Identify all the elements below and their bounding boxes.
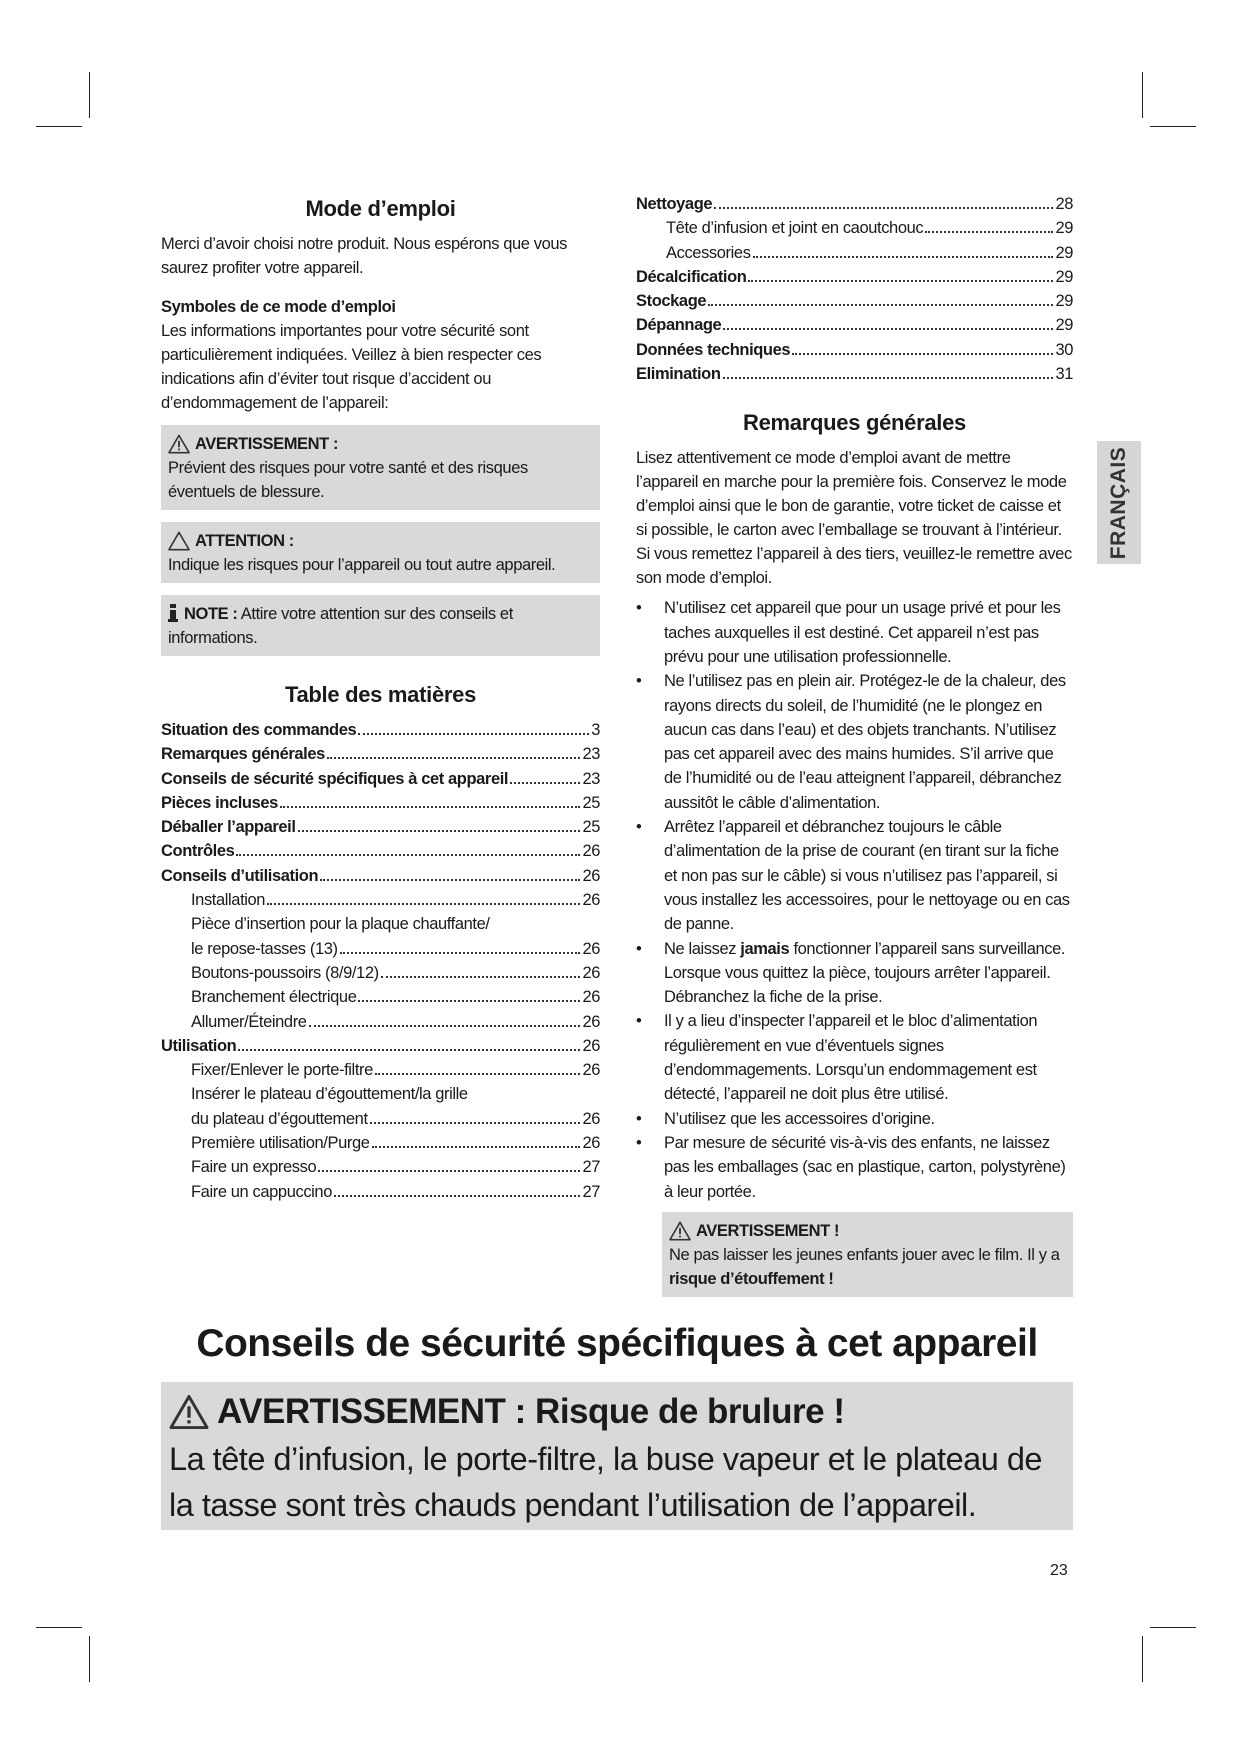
toc-item[interactable]: Faire un expresso 27 bbox=[191, 1158, 600, 1177]
toc-item[interactable]: Remarques générales 23 bbox=[161, 745, 600, 764]
remarques-intro: Lisez attentivement ce mode d’emploi avant de mettre l’appareil en marche pour la première fois. Conservez le mode d’emploi ainsi que le bon de garantie, votre ticket de caisse et si possible, le carton avec l’emballage se trouvant à l’intérieur. Si vous remettez l’appareil à des tiers, veuillez-le remettre avec son mode d’emploi. bbox=[636, 449, 1072, 588]
crop-mark bbox=[1150, 126, 1196, 127]
symbols-paragraph: Les informations importantes pour votre sécurité sont particulièrement indiquées. Veillez à bien respecter ces indications afin d’éviter tout risque d’accident ou d’endommagement de l’appareil: bbox=[161, 322, 542, 412]
crop-mark bbox=[89, 1636, 90, 1682]
list-item: • N’utilisez que les accessoires d’origine. bbox=[636, 1107, 1073, 1131]
note-box bbox=[161, 595, 600, 656]
attention-text: Indique les risques pour l’appareil ou tout autre appareil. bbox=[168, 556, 556, 574]
crop-mark bbox=[1142, 1636, 1143, 1682]
symbols-heading: Symboles de ce mode d’emploi bbox=[161, 298, 396, 316]
warning-triangle-icon bbox=[168, 434, 190, 454]
intro-paragraph: Merci d’avoir choisi notre produit. Nous espérons que vous saurez profiter votre appareil. bbox=[161, 235, 568, 277]
toc-item[interactable]: Dépannage 29 bbox=[636, 316, 1073, 335]
toc-list-right bbox=[636, 192, 1073, 386]
list-item: • Il y a lieu d’inspecter l’appareil et le bloc d’alimentation régulièrement en vue d’éventuels signes d’endommagements. Lorsqu’un endommagement est détecté, l’appareil ne doit plus être utilisé. bbox=[636, 1009, 1073, 1106]
attention-box bbox=[161, 522, 600, 583]
warning-label: AVERTISSEMENT : bbox=[195, 435, 339, 453]
toc-item[interactable]: Nettoyage 28 bbox=[636, 195, 1073, 213]
crop-mark bbox=[1150, 1627, 1196, 1628]
toc-item[interactable]: Fixer/Enlever le porte-filtre 26 bbox=[191, 1061, 600, 1080]
toc-item[interactable]: Faire un cappuccino 27 bbox=[191, 1182, 600, 1201]
caution-triangle-icon bbox=[168, 531, 190, 551]
toc-title: Table des matières bbox=[284, 682, 477, 707]
left-column bbox=[161, 196, 600, 1204]
crop-mark bbox=[89, 72, 90, 118]
toc-item[interactable]: Décalcification 29 bbox=[636, 267, 1073, 286]
list-item: • Ne laissez jamais fonctionner l’appareil sans surveillance. Lorsque vous quittez la pièce, toujours arrêter l’appareil. Débranchez la fiche de la prise. bbox=[636, 937, 1073, 1010]
toc-item[interactable]: Accessories 29 bbox=[666, 243, 1073, 262]
right-column bbox=[636, 196, 1073, 1297]
list-item: • Par mesure de sécurité vis-à-vis des enfants, ne laissez pas les emballages (sac en plastique, carton, polystyrène) à leur portée. bbox=[636, 1131, 1073, 1204]
toc-item[interactable]: Utilisation 26 bbox=[161, 1036, 600, 1055]
toc-list-left bbox=[161, 718, 600, 1204]
note-text: Attire votre attention sur des conseils et informations. bbox=[168, 605, 513, 647]
info-icon bbox=[168, 604, 178, 622]
crop-mark bbox=[36, 126, 82, 127]
warning-box bbox=[161, 425, 600, 510]
toc-item[interactable]: Stockage 29 bbox=[636, 292, 1073, 311]
warning-triangle-icon bbox=[669, 1221, 691, 1241]
language-label: FRANÇAIS bbox=[1107, 446, 1130, 559]
burn-warning-label: AVERTISSEMENT : Risque de brulure ! bbox=[217, 1392, 845, 1431]
warning-text: Prévient des risques pour votre santé et des risques éventuels de blessure. bbox=[168, 459, 528, 501]
toc-item[interactable]: Conseils de sécurité spécifiques à cet appareil 23 bbox=[161, 769, 600, 788]
children-warning-label: AVERTISSEMENT ! bbox=[696, 1221, 840, 1240]
toc-item[interactable]: Boutons-poussoirs (8/9/12) 26 bbox=[191, 963, 600, 982]
toc-item[interactable]: Tête d’infusion et joint en caoutchouc 29 bbox=[666, 219, 1073, 238]
children-warning-text: Ne pas laisser les jeunes enfants jouer avec le film. Il y a risque d’étouffement ! bbox=[669, 1245, 1060, 1288]
burn-warning-text: La tête d’infusion, le porte-filtre, la buse vapeur et le plateau de la tasse sont très chauds pendant l’utilisation de l’appareil. bbox=[169, 1441, 1042, 1523]
note-label: NOTE : bbox=[184, 605, 238, 623]
warning-triangle-icon bbox=[169, 1394, 209, 1430]
toc-item[interactable]: Branchement électrique 26 bbox=[191, 988, 600, 1007]
toc-item[interactable]: Déballer l’appareil 25 bbox=[161, 818, 600, 837]
children-warning-box bbox=[662, 1212, 1073, 1297]
safety-title: Conseils de sécurité spécifiques à cet appareil bbox=[196, 1322, 1038, 1365]
toc-item[interactable]: Conseils d’utilisation 26 bbox=[161, 866, 600, 885]
burn-warning-box bbox=[161, 1382, 1073, 1530]
language-tab bbox=[1097, 441, 1141, 564]
toc-item[interactable]: Contrôles 26 bbox=[161, 842, 600, 861]
toc-item[interactable]: Première utilisation/Purge 26 bbox=[191, 1134, 600, 1153]
remarques-title: Remarques générales bbox=[743, 410, 966, 436]
list-item: • Ne l’utilisez pas en plein air. Protégez-le de la chaleur, des rayons directs du soleil, de l’humidité (ne le plongez en aucun cas dans l’eau) et des objets tranchants. N’utilisez pas cet appareil avec des mains humides. S’il arrive que de l’humidité ou de l’eau atteignent l’appareil, débranchez aussitôt le câble d’alimentation. bbox=[636, 669, 1073, 815]
toc-item[interactable]: Insérer le plateau d’égouttement/la grille du plateau d’égouttement 26 bbox=[191, 1085, 600, 1128]
list-item: • Arrêtez l’appareil et débranchez toujours le câble d’alimentation de la prise de courant (en tirant sur la fiche et non pas sur le câble) si vous n’utilisez pas l’appareil, si vous installez les accessoires, pour le nettoyage ou en cas de panne. bbox=[636, 815, 1073, 936]
remarques-bullet-list bbox=[636, 596, 1073, 1203]
toc-item[interactable]: Installation 26 bbox=[191, 891, 600, 910]
toc-item[interactable]: Situation des commandes 3 bbox=[161, 721, 600, 739]
attention-label: ATTENTION : bbox=[195, 532, 294, 550]
toc-item[interactable]: Pièce d’insertion pour la plaque chauffante/ le repose-tasses (13) 26 bbox=[191, 915, 600, 958]
toc-item[interactable]: Allumer/Éteindre 26 bbox=[191, 1012, 600, 1031]
toc-item[interactable]: Pièces incluses 25 bbox=[161, 793, 600, 812]
crop-mark bbox=[36, 1627, 82, 1628]
toc-item[interactable]: Données techniques 30 bbox=[636, 340, 1073, 359]
page-number: 23 bbox=[1050, 1562, 1068, 1579]
list-item: • N’utilisez cet appareil que pour un usage privé et pour les taches auxquelles il est destiné. Cet appareil n’est pas prévu pour une utilisation professionnelle. bbox=[636, 596, 1073, 669]
toc-item[interactable]: Elimination 31 bbox=[636, 365, 1073, 384]
mode-emploi-title: Mode d’emploi bbox=[305, 196, 456, 221]
crop-mark bbox=[1142, 72, 1143, 118]
